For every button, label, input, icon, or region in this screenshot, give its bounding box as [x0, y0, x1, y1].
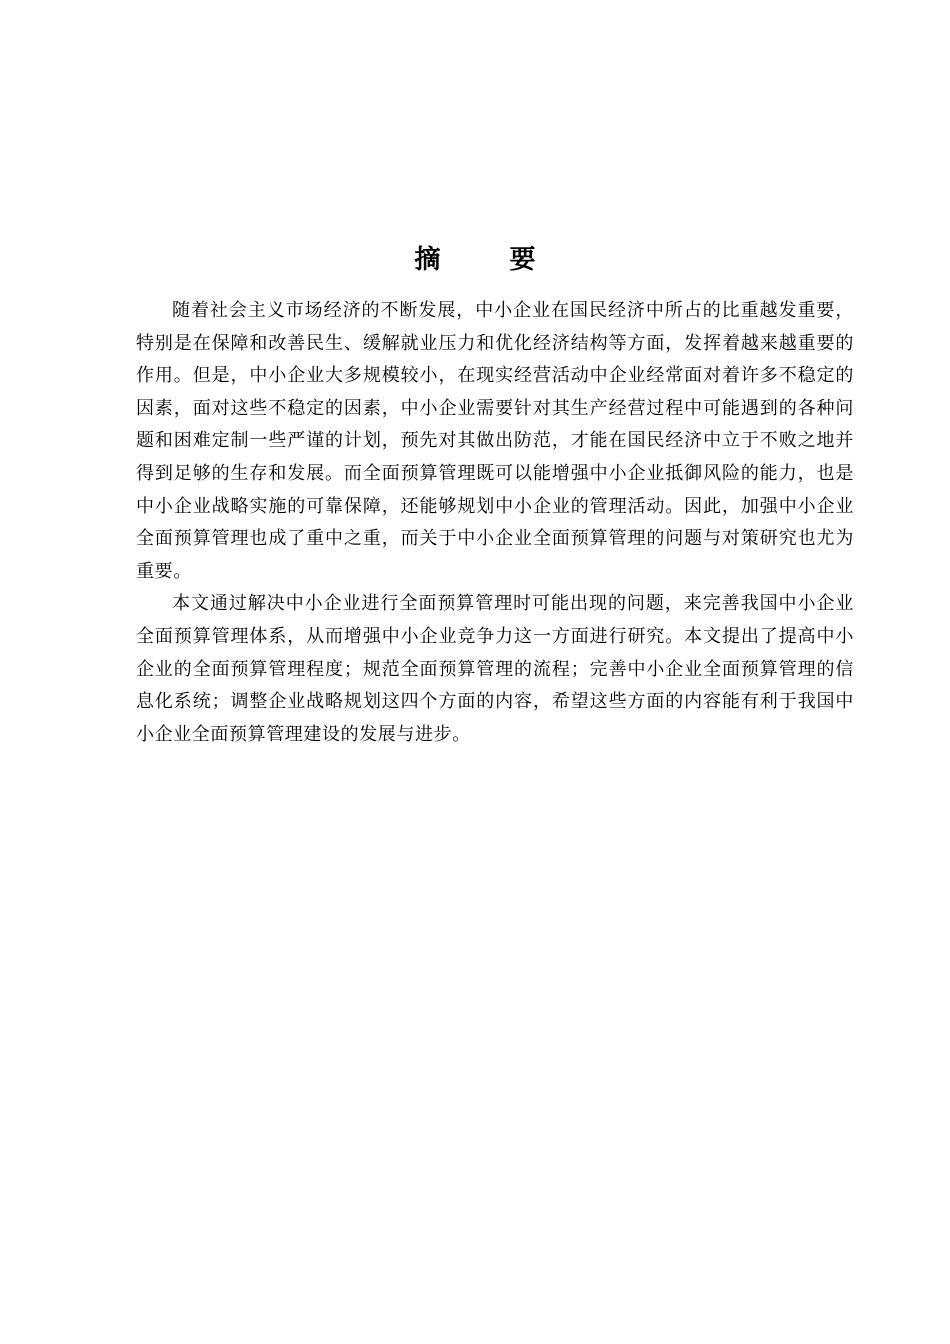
- abstract-title: 摘 要: [414, 245, 566, 275]
- abstract-paragraph-1: 随着社会主义市场经济的不断发展，中小企业在国民经济中所占的比重越发重要，特别是在保障和改善民生、缓解就业压力和优化经济结构等方面，发挥着越来越重要的作用。但是，中小企业大多规模较小，在现实经营活动中企业经常面对着许多不稳定的因素，面对这些不稳定的因素，中小企业需要针对其生产经营过程中可能遇到的各种问题和困难定制一些严谨的计划，预先对其做出防范，才能在国民经济中立于不败之地并得到足够的生存和发展。而全面预算管理既可以能增强中小企业抵御风险的能力，也是中小企业战略实施的可靠保障，还能够规划中小企业的管理活动。因此，加强中小企业全面预算管理也成了重中之重，而关于中小企业全面预算管理的问题与对策研究也尤为重要。: [136, 300, 854, 582]
- abstract-paragraph-2: 本文通过解决中小企业进行全面预算管理时可能出现的问题，来完善我国中小企业全面预算管理体系，从而增强中小企业竞争力这一方面进行研究。本文提出了提高中小企业的全面预算管理程度；规范全面预算管理的流程；完善中小企业全面预算管理的信息化系统；调整企业战略规划这四个方面的内容，希望这些方面的内容能有利于我国中小企业全面预算管理建设的发展与进步。: [136, 593, 854, 745]
- abstract-body: [136, 295, 854, 751]
